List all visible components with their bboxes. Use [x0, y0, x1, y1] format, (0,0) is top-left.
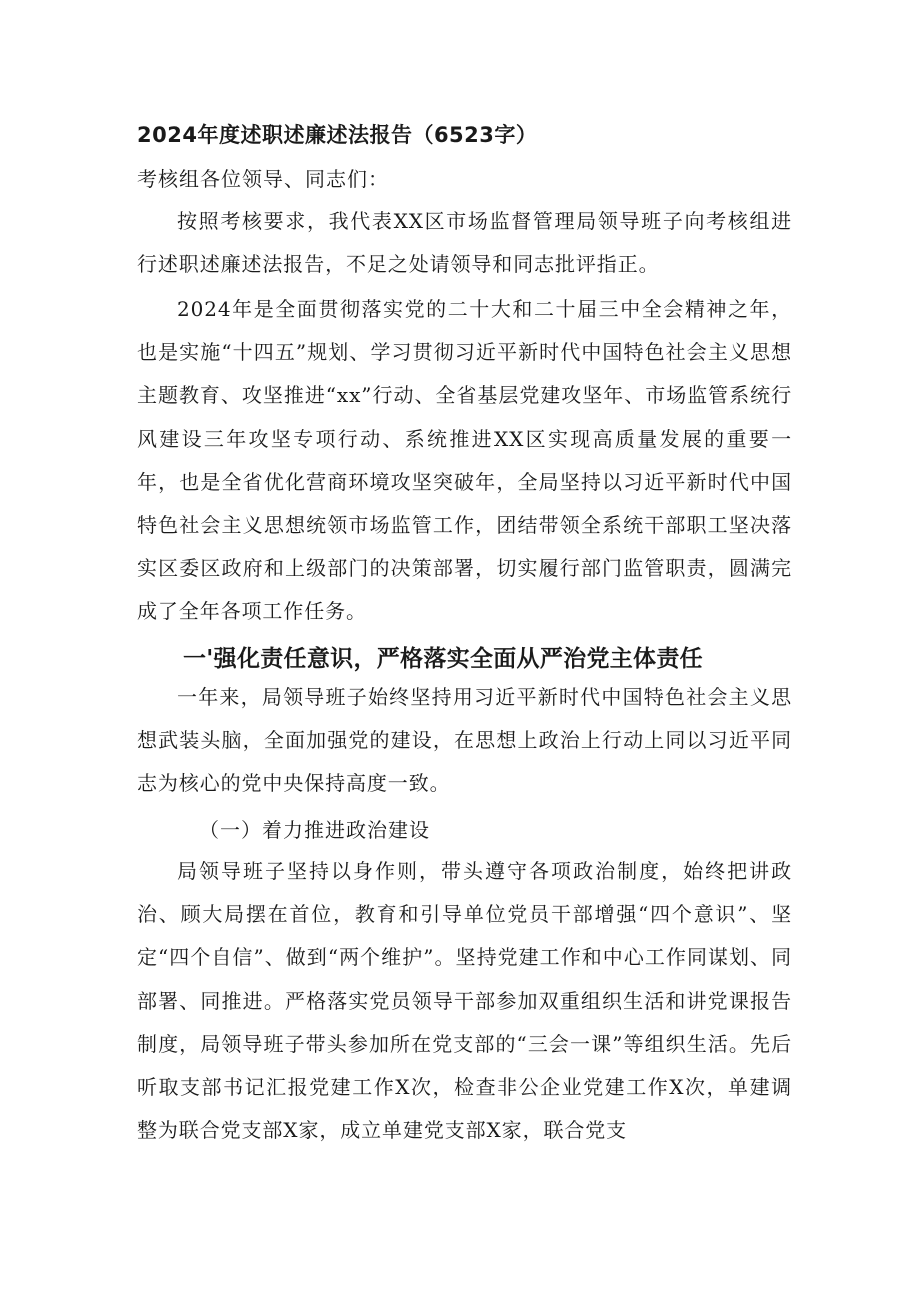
section-heading: 一'强化责任意识，严格落实全面从严治党主体责任	[183, 646, 703, 672]
paragraph-political-building: 局领导班子坚持以身作则，带头遵守各项政治制度，始终把讲政治、顾大局摆在首位，教育和引导单位党员干部增强“四个意识”、坚定“四个自信”、做到“两个维护”。坚持党建工作和中心工作同谋划、同部署、同推进。严格落实党员领导干部参加双重组织生活和讲党课报告制度，局领导班子带头参加所在党支部的“三会一课”等组织生活。先后听取支部书记汇报党建工作X次，检查非公企业党建工作X次，单建调整为联合党支部X家，成立单建党支部X家，联合党支	[137, 859, 792, 1143]
paragraph-section-intro: 一年来，局领导班子始终坚持用习近平新时代中国特色社会主义思想武装头脑，全面加强党的建设，在思想上政治上行动上同以习近平同志为核心的党中央保持高度一致。	[137, 685, 792, 796]
salutation: 考核组各位领导、同志们：	[137, 167, 389, 191]
document-title: 2024年度述职述廉述法报告（6523字）	[137, 123, 538, 147]
paragraph-intro: 按照考核要求，我代表XX区市场监督管理局领导班子向考核组进行述职述廉述法报告，不足之处请领导和同志批评指正。	[137, 209, 792, 277]
subsection-heading: （一）着力推进政治建设	[199, 818, 430, 842]
paragraph-overview: 2024年是全面贯彻落实党的二十大和二十届三中全会精神之年，也是实施“十四五”规划、学习贯彻习近平新时代中国特色社会主义思想主题教育、攻坚推进“xx”行动、全省基层党建攻坚年、市场监管系统行风建设三年攻坚专项行动、系统推进XX区实现高质量发展的重要一年，也是全省优化营商环境攻坚突破年，全局坚持以习近平新时代中国特色社会主义思想统领市场监管工作，团结带领全系统干部职工坚决落实区委区政府和上级部门的决策部署，切实履行部门监管职责，圆满完成了全年各项工作任务。	[137, 297, 792, 624]
